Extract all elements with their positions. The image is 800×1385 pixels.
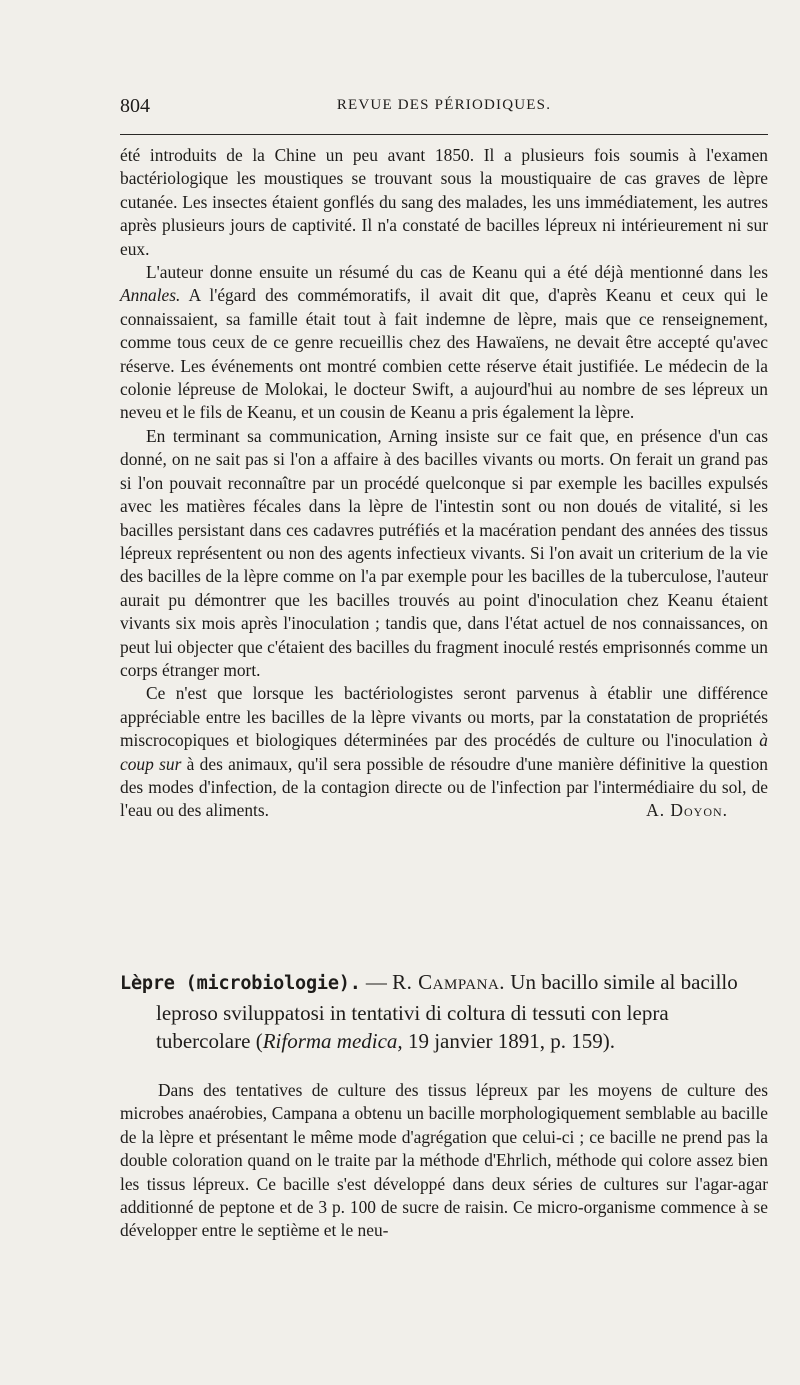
paragraph-text: A l'égard des commémoratifs, il avait dit que, d'après Keanu et ceux qui le connaissaient, sa famille était tout à fait indemne de lèpre, mais que ce renseignement, comme tous ceux de ce genre recueillis chez des Hawaïens, ne devait être accepté qu'avec réserve. Les événements ont montré combien cette réserve était justifiée. Le médecin de la colonie lépreuse de Molokai, le docteur Swift, a aujourd'hui au nombre de ses lépreux un neveu et le fils de Keanu, et un cousin de Keanu a pris également la lèpre. xyxy=(120,285,768,423)
paragraph: Dans des tentatives de culture des tissus lépreux par les moyens de culture des microbes anaérobies, Campana a obtenu un bacille morphologiquement semblable au bacille de la lèpre et présentant le même mode d'agrégation que celui-ci ; ce bacille ne prend pas la double coloration quand on le traite par la méthode d'Ehrlich, méthode qui colore assez bien les tissus lépreux. Ce bacille s'est développé dans deux séries de cultures sur l'agar-agar additionné de peptone et de 3 p. 100 de sucre de raisin. Ce micro-organisme commence à se développer entre le septième et le neu- xyxy=(120,1080,768,1241)
article-title: Un bacillo simile al bacillo leproso sviluppatosi in tentativi di coltura di tessuti con lepra tubercolare xyxy=(156,970,738,1053)
article-heading xyxy=(120,968,768,1056)
paragraph-text: L'auteur donne ensuite un résumé du cas de Keanu qui a été déjà mentionné dans les xyxy=(146,262,768,283)
dash: — xyxy=(365,970,387,994)
author-signature: A. Doyon. xyxy=(646,800,728,821)
journal-name: Annales. xyxy=(120,285,181,306)
review-continuation xyxy=(120,144,768,823)
paragraph xyxy=(120,261,768,425)
paragraph: En terminant sa communication, Arning insiste sur ce fait que, en présence d'un cas donné, on ne sait pas si l'on a affaire à des bacilles vivants ou morts. On ferait un grand pas si l'on pouvait reconnaître par un procédé quelconque si par exemple les bacilles expulsés avec les matières fécales dans la lèpre de l'intestin sont ou non doués de vitalité, si les bacilles persistant dans ces cadavres putréfiés et la macération pendant des années des tissus lépreux représentent ou non des agents infectieux vivants. Si l'on avait un criterium de la vie des bacilles de la lèpre comme on l'a par exemple pour les bacilles de la tuberculose, l'auteur aurait pu démontrer que les bacilles trouvés au point d'inoculation chez Keanu étaient vivants six mois après l'inoculation ; tandis que, dans l'état actuel de nos connaissances, on peut lui objecter que c'étaient des bacilles du fragment inoculé restés emprisonnés comme un corps étranger mort. xyxy=(120,425,768,680)
page-header xyxy=(120,95,768,119)
article-summary xyxy=(120,1079,768,1243)
header-rule xyxy=(120,134,768,135)
running-title: REVUE DES PÉRIODIQUES. xyxy=(336,97,552,113)
paragraph: été introduits de la Chine un peu avant 1850. Il a plusieurs fois soumis à l'examen bactériologique les moustiques se trouvant sous la moustiquaire de cas graves de lèpre cutanée. Les insectes étaient gonflés du sang des malades, les uns immédiatement, les autres après plusieurs jours de captivité. Il n'a constaté de bacilles lépreux ni intérieurement ni sur eux. xyxy=(120,145,768,259)
source-journal: Riforma medica, xyxy=(262,1029,403,1053)
article-citation: Lèpre (microbiologie). — R. Campana. Un bacillo simile al bacillo leproso sviluppatosi in tentativi di coltura di tessuti con lepra tubercolare (Riforma medica, 19 janvier 1891, p. 159). xyxy=(120,970,738,1053)
paragraph xyxy=(120,682,768,822)
paragraph-text: Ce n'est que lorsque les bactériologistes seront parvenus à établir une différence appréciable entre les bacilles de la lèpre vivants ou morts, par la constatation de propriétés miscrocopiques et biologiques déterminées par des procédés de culture ou l'inoculation xyxy=(120,683,768,751)
subject-keyword: Lèpre (microbiologie). xyxy=(120,973,361,994)
paragraph-text: à des animaux, qu'il sera possible de résoudre d'une manière définitive la question des modes d'infection, de la contagion directe ou de l'infection par l'intermédiaire du sol, de l'eau ou des aliments. xyxy=(120,753,768,821)
article-author: R. Campana. xyxy=(392,970,506,994)
source-date: 19 janvier 1891, p. 159). xyxy=(407,1029,615,1053)
italic-phrase: à coup sur xyxy=(120,730,768,774)
page-number: 804 xyxy=(120,95,150,117)
